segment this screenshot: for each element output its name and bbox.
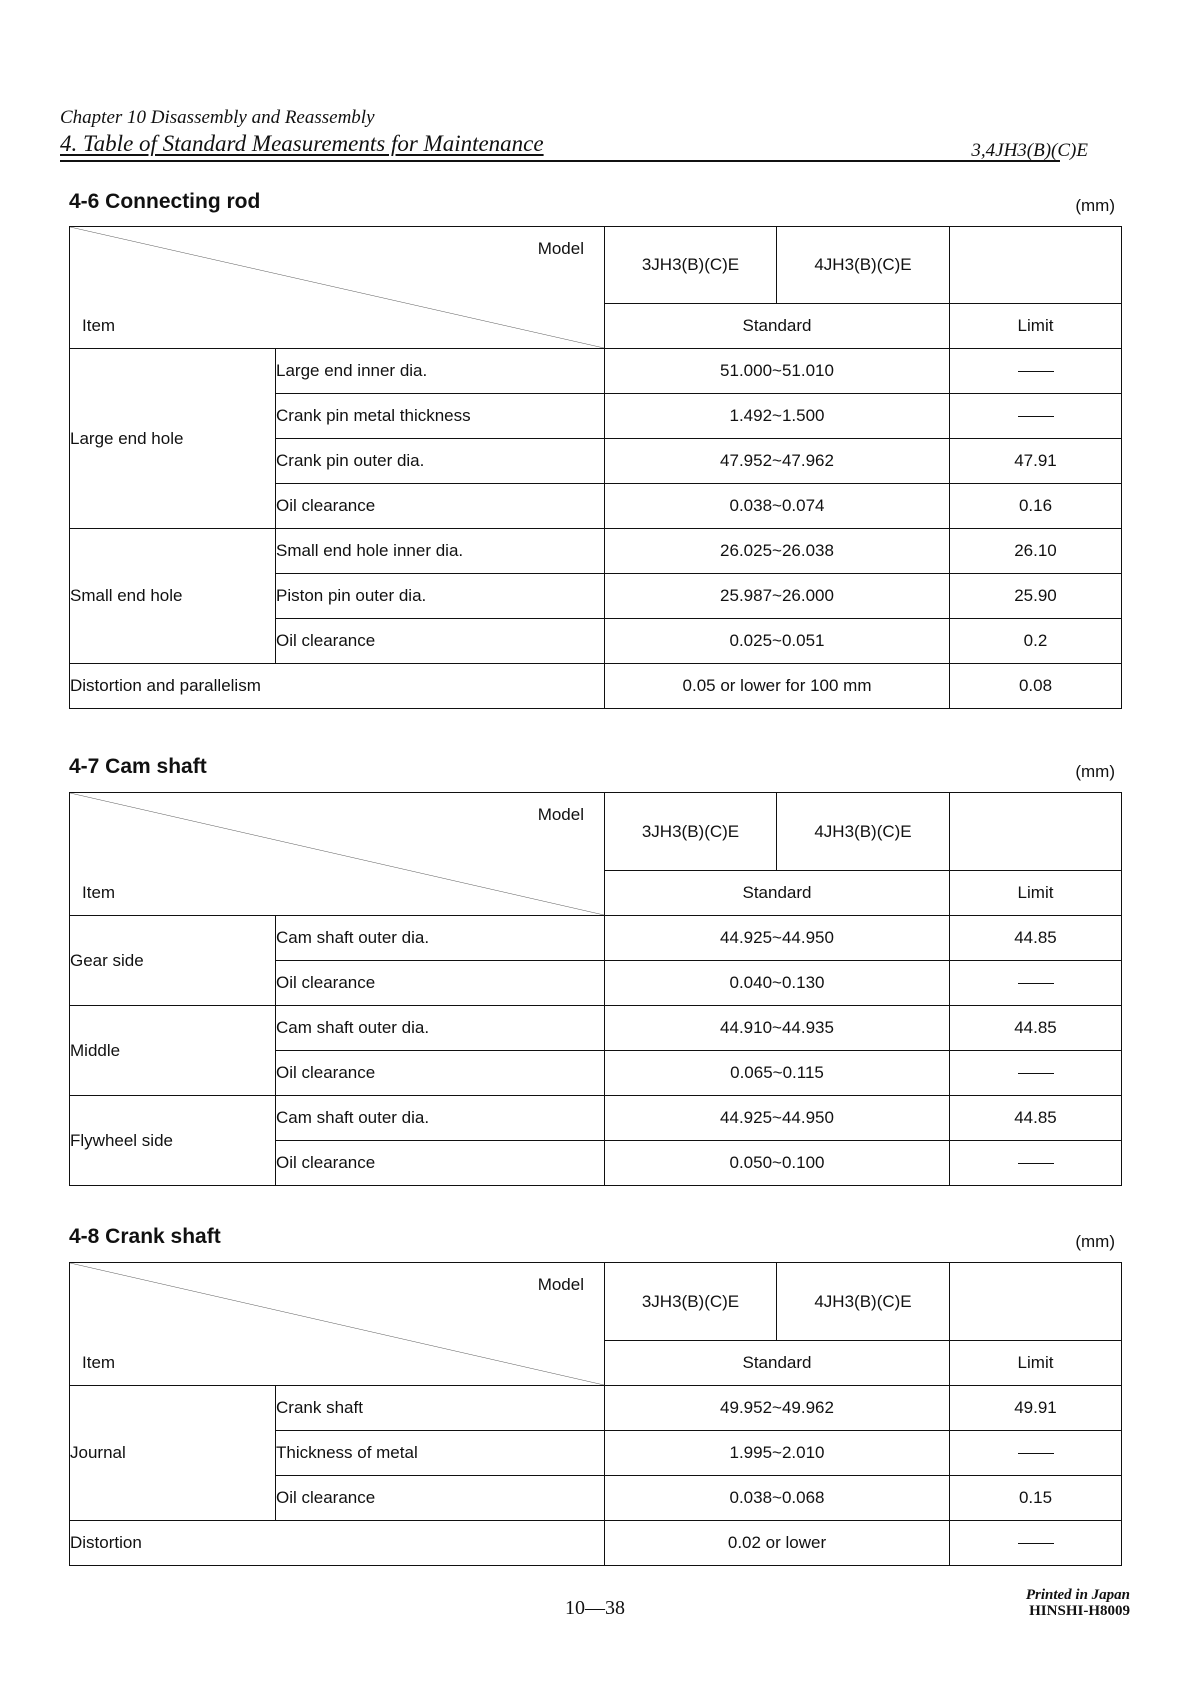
model-label: Model [537, 805, 584, 824]
document-code: HINSHI-H8009 [1029, 1603, 1130, 1619]
row-item: Crank pin outer dia. [276, 439, 605, 484]
row-item: Oil clearance [276, 484, 605, 529]
crank-shaft-title: 4-8 Crank shaft [69, 1225, 221, 1248]
col-header-3jh: 3JH3(B)(C)E [605, 793, 777, 871]
row-limit [950, 394, 1122, 439]
row-standard: 0.065~0.115 [605, 1051, 950, 1096]
row-item: Distortion and parallelism [70, 664, 605, 709]
row-standard: 1.492~1.500 [605, 394, 950, 439]
row-standard: 0.038~0.074 [605, 484, 950, 529]
connecting-rod-unit: (mm) [1075, 196, 1115, 215]
page-number: 10—38 [565, 1597, 625, 1619]
row-limit [950, 1521, 1122, 1566]
cam-shaft-title: 4-7 Cam shaft [69, 755, 207, 778]
chapter-heading: Chapter 10 Disassembly and Reassembly [60, 107, 375, 128]
table-header-diagonal [70, 1263, 605, 1386]
standard-header: Standard [605, 871, 950, 916]
row-limit [950, 1051, 1122, 1096]
row-limit [950, 961, 1122, 1006]
row-limit: 0.2 [950, 619, 1122, 664]
col-header-4jh: 4JH3(B)(C)E [777, 793, 950, 871]
group-middle: Middle [70, 1006, 276, 1096]
row-limit: 44.85 [950, 1006, 1122, 1051]
col-header-3jh: 3JH3(B)(C)E [605, 1263, 777, 1341]
row-standard: 0.040~0.130 [605, 961, 950, 1006]
connecting-rod-title: 4-6 Connecting rod [69, 190, 261, 213]
dash-mark [1018, 1453, 1054, 1454]
row-item: Piston pin outer dia. [276, 574, 605, 619]
row-limit [950, 1141, 1122, 1186]
row-standard: 25.987~26.000 [605, 574, 950, 619]
col-header-3jh: 3JH3(B)(C)E [605, 227, 777, 304]
diagonal-line [70, 227, 604, 348]
item-label: Item [82, 883, 116, 902]
standard-header: Standard [605, 1341, 950, 1386]
row-standard: 1.995~2.010 [605, 1431, 950, 1476]
dash-mark [1018, 1073, 1054, 1074]
table-header-diagonal [70, 793, 605, 916]
dash-mark [1018, 1163, 1054, 1164]
row-limit: 47.91 [950, 439, 1122, 484]
row-standard: 44.925~44.950 [605, 1096, 950, 1141]
limit-header: Limit [950, 304, 1122, 349]
group-large-end-hole: Large end hole [70, 349, 276, 529]
row-standard: 47.952~47.962 [605, 439, 950, 484]
row-item: Thickness of metal [276, 1431, 605, 1476]
crank-shaft-table [69, 1262, 1122, 1566]
diagonal-line [70, 793, 604, 915]
cam-shaft-table [69, 792, 1122, 1186]
row-standard: 0.05 or lower for 100 mm [605, 664, 950, 709]
footer-info [1026, 1587, 1130, 1619]
table-row [70, 1521, 1122, 1566]
row-limit: 25.90 [950, 574, 1122, 619]
row-limit: 44.85 [950, 1096, 1122, 1141]
row-item: Oil clearance [276, 961, 605, 1006]
table-row [70, 664, 1122, 709]
row-standard: 0.02 or lower [605, 1521, 950, 1566]
table-header-diagonal [70, 227, 605, 349]
row-limit: 0.16 [950, 484, 1122, 529]
row-item: Large end inner dia. [276, 349, 605, 394]
row-item: Cam shaft outer dia. [276, 916, 605, 961]
item-label: Item [82, 316, 116, 335]
row-item: Distortion [70, 1521, 605, 1566]
header-rule [60, 160, 1060, 162]
row-limit [950, 1431, 1122, 1476]
row-limit: 0.08 [950, 664, 1122, 709]
group-small-end-hole: Small end hole [70, 529, 276, 664]
col-header-4jh: 4JH3(B)(C)E [777, 227, 950, 304]
row-standard: 49.952~49.962 [605, 1386, 950, 1431]
crank-shaft-unit: (mm) [1075, 1232, 1115, 1251]
dash-mark [1018, 371, 1054, 372]
row-item: Oil clearance [276, 1476, 605, 1521]
model-label: Model [537, 1275, 584, 1294]
row-standard: 0.050~0.100 [605, 1141, 950, 1186]
row-standard: 0.038~0.068 [605, 1476, 950, 1521]
row-item: Cam shaft outer dia. [276, 1006, 605, 1051]
row-item: Oil clearance [276, 1051, 605, 1096]
row-item: Crank shaft [276, 1386, 605, 1431]
table-row [70, 1386, 1122, 1431]
standard-header: Standard [605, 304, 950, 349]
row-standard: 44.925~44.950 [605, 916, 950, 961]
limit-header: Limit [950, 871, 1122, 916]
table-row [70, 1096, 1122, 1141]
col-header-blank [950, 1263, 1122, 1341]
connecting-rod-table [69, 226, 1122, 709]
group-gear-side: Gear side [70, 916, 276, 1006]
row-standard: 44.910~44.935 [605, 1006, 950, 1051]
model-label: Model [537, 239, 584, 258]
dash-mark [1018, 416, 1054, 417]
dash-mark [1018, 983, 1054, 984]
row-limit: 44.85 [950, 916, 1122, 961]
row-item: Small end hole inner dia. [276, 529, 605, 574]
table-row [70, 1006, 1122, 1051]
table-row [70, 916, 1122, 961]
row-item: Cam shaft outer dia. [276, 1096, 605, 1141]
limit-header: Limit [950, 1341, 1122, 1386]
row-item: Crank pin metal thickness [276, 394, 605, 439]
row-limit: 26.10 [950, 529, 1122, 574]
row-item: Oil clearance [276, 1141, 605, 1186]
row-standard: 51.000~51.010 [605, 349, 950, 394]
row-standard: 26.025~26.038 [605, 529, 950, 574]
section-heading: 4. Table of Standard Measurements for Maintenance [60, 131, 544, 156]
item-label: Item [82, 1353, 116, 1372]
row-standard: 0.025~0.051 [605, 619, 950, 664]
group-flywheel-side: Flywheel side [70, 1096, 276, 1186]
group-journal: Journal [70, 1386, 276, 1521]
col-header-blank [950, 227, 1122, 304]
dash-mark [1018, 1543, 1054, 1544]
table-row [70, 349, 1122, 394]
table-row [70, 529, 1122, 574]
diagonal-line [70, 1263, 604, 1385]
row-limit [950, 349, 1122, 394]
row-limit: 49.91 [950, 1386, 1122, 1431]
cam-shaft-unit: (mm) [1075, 762, 1115, 781]
row-item: Oil clearance [276, 619, 605, 664]
model-heading: 3,4JH3(B)(C)E [971, 140, 1088, 161]
col-header-blank [950, 793, 1122, 871]
row-limit: 0.15 [950, 1476, 1122, 1521]
col-header-4jh: 4JH3(B)(C)E [777, 1263, 950, 1341]
printed-in-japan: Printed in Japan [1025, 1587, 1130, 1603]
